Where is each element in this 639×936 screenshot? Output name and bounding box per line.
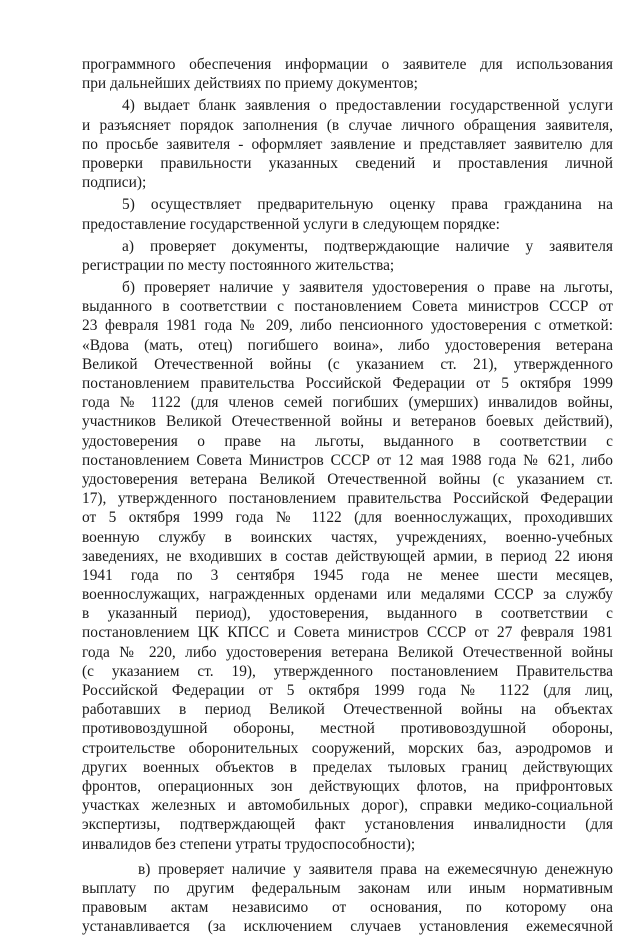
text-line: правовым актам независимо от основания, по которому она: [82, 899, 613, 917]
paragraph-pv: [82, 860, 613, 936]
text-line: выданного в соответствии с постановлением Совета министров СССР от: [82, 298, 613, 316]
text-line: а) проверяет документы, подтверждающие наличие у заявителя: [122, 237, 613, 255]
text-line: участках железных и автомобильных дорог), справки медико-социальной: [82, 797, 613, 815]
text-line: по просьбе заявителя - оформляет заявление и представляет заявителю для: [82, 135, 613, 153]
text-line: военнослужащих, награжденных орденами или медалями СССР за службу: [82, 586, 613, 604]
text-line: военную службу в воинских частях, учреждениях, военно-учебных: [82, 528, 613, 546]
text-line: удостоверения о праве на льготы, выданного в соответствии с: [82, 432, 613, 450]
text-line: при дальнейших действиях по приему документов;: [82, 75, 418, 93]
text-line: строительстве оборонительных сооружений, морских баз, аэродромов и: [82, 739, 613, 757]
document-body: [82, 55, 613, 936]
text-line: (с указанием ст. 19), утвержденного постановлением Правительства: [82, 662, 613, 680]
text-line: противовоздушной обороны, местной противовоздушной обороны,: [82, 720, 613, 738]
text-line: заведениях, не входивших в состав действующей армии, в период 22 июня: [82, 547, 613, 565]
text-line: предоставление государственной услуги в следующем порядке:: [82, 215, 500, 233]
paragraph-pb: [82, 278, 613, 854]
text-line: «Вдова (мать, отец) погибшего воина», либо удостоверения ветерана: [82, 336, 613, 354]
text-line: выплату по другим федеральным законам или иным нормативным: [82, 879, 613, 897]
text-line: 23 февраля 1981 года № 209, либо пенсионного удостоверения с отметкой:: [82, 317, 613, 335]
text-line: 4) выдает бланк заявления о предоставлении государственной услуги: [122, 97, 613, 115]
text-line: 1941 года по 3 сентября 1945 года не менее шести месяцев,: [82, 566, 613, 584]
text-line: устанавливается (за исключением случаев установления ежемесячной: [82, 918, 613, 936]
text-line: Российской Федерации от 5 октября 1999 года № 1122 (для лиц,: [82, 682, 613, 699]
text-line: 5) осуществляет предварительную оценку права гражданина на: [122, 196, 613, 214]
paragraph-p5: [82, 195, 613, 233]
text-line: в указанный период), удостоверения, выданного в соответствии с: [82, 605, 613, 623]
text-line: года № 220, либо удостоверения ветерана Великой Отечественной войны: [82, 643, 613, 661]
paragraph-p4: [82, 96, 613, 192]
text-line: инвалидов без степени утраты трудоспособности);: [82, 835, 416, 853]
text-line: проверки правильности указанных сведений и проставления личной: [82, 154, 613, 172]
text-line: постановлением Совета Министров СССР от 12 мая 1988 года № 621, либо: [82, 451, 613, 469]
text-line: 17), утвержденного постановлением правительства Российской Федерации: [82, 490, 613, 508]
text-line: в) проверяет наличие у заявителя права на ежемесячную денежную: [138, 860, 613, 878]
text-line: экспертизы, подтверждающей факт установления инвалидности (для: [82, 816, 613, 834]
text-line: постановлением правительства Российской Федерации от 5 октября 1999: [82, 375, 613, 392]
text-line: постановлением ЦК КПСС и Совета министров СССР от 27 февраля 1981: [82, 624, 613, 642]
text-line: регистрации по месту постоянного жительства;: [82, 256, 395, 274]
text-line: других военных объектов в пределах тыловых границ действующих: [82, 758, 613, 776]
text-line: удостоверения ветерана Великой Отечественной войны (с указанием ст.: [82, 470, 613, 488]
text-line: Великой Отечественной войны (с указанием ст. 21), утвержденного: [82, 355, 613, 373]
text-line: подписи);: [82, 174, 147, 192]
text-line: участников Великой Отечественной войны и ветеранов боевых действий),: [82, 413, 613, 431]
paragraph-pa: [82, 237, 613, 275]
text-line: программного обеспечения информации о заявителе для использования: [82, 56, 613, 73]
text-line: фронтов, операционных зон действующих флотов, на прифронтовых: [82, 777, 613, 795]
text-line: и разъясняет порядок заполнения (в случае личного обращения заявителя,: [82, 116, 613, 134]
text-line: б) проверяет наличие у заявителя удостоверения о праве на льготы,: [122, 279, 613, 297]
text-line: работавших в период Великой Отечественной войны на объектах: [82, 701, 613, 719]
text-line: года № 1122 (для членов семей погибших (умерших) инвалидов войны,: [82, 394, 613, 412]
text-line: от 5 октября 1999 года № 1122 (для военнослужащих, проходивших: [82, 509, 613, 527]
paragraph-p0: [82, 55, 613, 93]
